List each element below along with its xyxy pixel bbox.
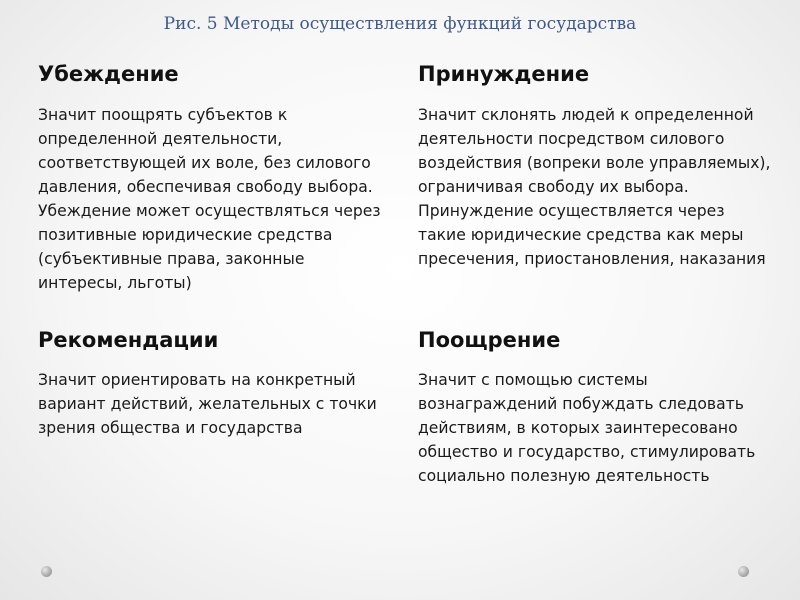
coercion-heading: Принуждение [418, 62, 590, 86]
recommendations-heading: Рекомендации [38, 328, 219, 352]
recommendations-text: Значит ориентировать на конкретный вариант действий, желательных с точки зрения общества и государства [38, 371, 377, 437]
right-corner-dot-icon [738, 566, 749, 577]
persuasion-text: Значит поощрять субъектов к определенной деятельности, соответствующей их воле, без силового давления, обеспечивая свободу выбора. Убеждение может осуществляться через позитивные юридические средства (субъективные права, законные интересы, льготы) [38, 106, 381, 292]
coercion-text: Значит склонять людей к определенной деятельности посредством силового воздействия (вопреки воле управляемых), ограничивая свободу их выбора. Принуждение осуществляется через такие юридические средства как меры пресечения, приостановления, наказания [418, 106, 771, 268]
persuasion-heading: Убеждение [38, 62, 179, 86]
slide-title: Рис. 5 Методы осуществления функций государства [163, 14, 637, 34]
left-corner-dot-icon [41, 566, 52, 577]
encouragement-text: Значит с помощью системы вознаграждений побуждать следовать действиям, в которых заинтересовано общество и государство, стимулировать социально полезную деятельность [418, 371, 756, 485]
encouragement-heading: Поощрение [418, 328, 561, 352]
